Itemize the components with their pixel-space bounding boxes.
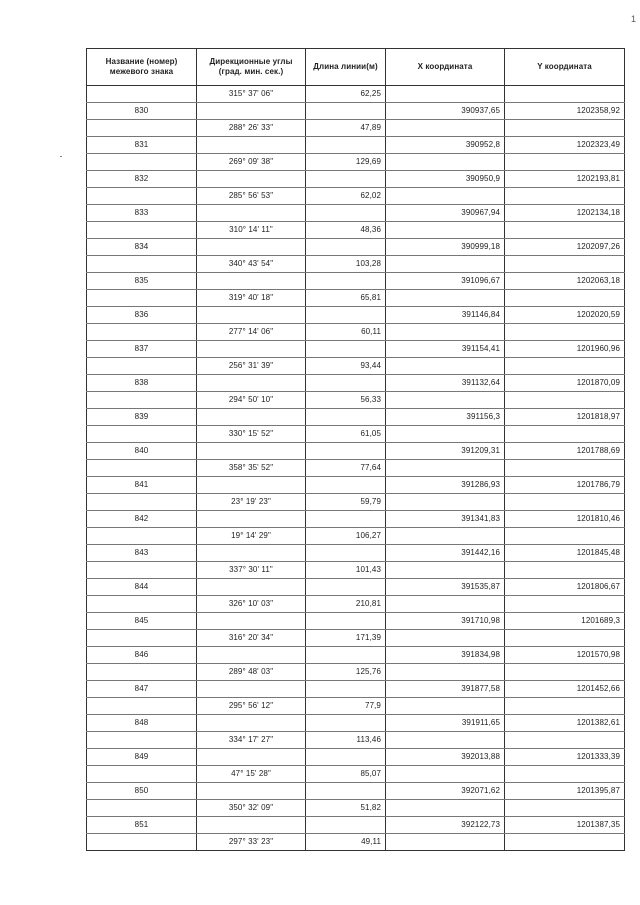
empty-cell <box>306 375 386 392</box>
empty-cell <box>306 273 386 290</box>
empty-cell <box>386 188 505 205</box>
bearing-cell: 358° 35' 52" <box>197 460 306 477</box>
header-y: Y координата <box>505 49 625 86</box>
point-name-cell: 849 <box>87 749 197 766</box>
x-coordinate-cell: 390950,9 <box>386 171 505 188</box>
empty-cell <box>386 562 505 579</box>
y-coordinate-cell: 1201870,09 <box>505 375 625 392</box>
y-coordinate-cell: 1201395,87 <box>505 783 625 800</box>
empty-cell <box>306 749 386 766</box>
x-coordinate-cell: 391442,16 <box>386 545 505 562</box>
x-coordinate-cell: 390952,8 <box>386 137 505 154</box>
coordinates-table <box>86 48 625 851</box>
header-row <box>87 49 625 86</box>
length-cell: 77,9 <box>306 698 386 715</box>
point-name-cell: 844 <box>87 579 197 596</box>
point-name-cell: 831 <box>87 137 197 154</box>
segment-row <box>87 290 625 307</box>
empty-cell <box>306 477 386 494</box>
x-coordinate-cell: 392013,88 <box>386 749 505 766</box>
point-name-cell: 846 <box>87 647 197 664</box>
empty-cell <box>87 86 197 103</box>
empty-cell <box>386 698 505 715</box>
y-coordinate-cell: 1201818,97 <box>505 409 625 426</box>
y-coordinate-cell: 1201845,48 <box>505 545 625 562</box>
empty-cell <box>386 664 505 681</box>
empty-cell <box>87 290 197 307</box>
y-coordinate-cell: 1201960,96 <box>505 341 625 358</box>
bearing-cell: 337° 30' 11" <box>197 562 306 579</box>
point-name-cell: 836 <box>87 307 197 324</box>
point-row <box>87 715 625 732</box>
empty-cell <box>505 358 625 375</box>
bearing-cell: 23° 19' 23" <box>197 494 306 511</box>
empty-cell <box>87 732 197 749</box>
empty-cell <box>386 766 505 783</box>
empty-cell <box>197 681 306 698</box>
bearing-cell: 340° 43' 54" <box>197 256 306 273</box>
empty-cell <box>505 800 625 817</box>
empty-cell <box>197 307 306 324</box>
empty-cell <box>197 409 306 426</box>
point-name-cell: 848 <box>87 715 197 732</box>
x-coordinate-cell: 391911,65 <box>386 715 505 732</box>
empty-cell <box>306 103 386 120</box>
segment-row <box>87 630 625 647</box>
y-coordinate-cell: 1202097,26 <box>505 239 625 256</box>
x-coordinate-cell: 391154,41 <box>386 341 505 358</box>
empty-cell <box>87 834 197 851</box>
empty-cell <box>87 562 197 579</box>
segment-row <box>87 460 625 477</box>
y-coordinate-cell: 1201570,98 <box>505 647 625 664</box>
point-name-cell: 847 <box>87 681 197 698</box>
point-row <box>87 409 625 426</box>
bearing-cell: 295° 56' 12" <box>197 698 306 715</box>
y-coordinate-cell: 1201333,39 <box>505 749 625 766</box>
length-cell: 93,44 <box>306 358 386 375</box>
empty-cell <box>386 494 505 511</box>
empty-cell <box>306 647 386 664</box>
bearing-cell: 256° 31' 39" <box>197 358 306 375</box>
empty-cell <box>386 596 505 613</box>
empty-cell <box>505 528 625 545</box>
empty-cell <box>197 443 306 460</box>
empty-cell <box>386 86 505 103</box>
segment-row <box>87 664 625 681</box>
bearing-cell: 319° 40' 18" <box>197 290 306 307</box>
y-coordinate-cell: 1201786,79 <box>505 477 625 494</box>
point-row <box>87 613 625 630</box>
empty-cell <box>386 256 505 273</box>
point-name-cell: 838 <box>87 375 197 392</box>
empty-cell <box>505 494 625 511</box>
point-name-cell: 845 <box>87 613 197 630</box>
empty-cell <box>386 222 505 239</box>
length-cell: 47,89 <box>306 120 386 137</box>
point-name-cell: 834 <box>87 239 197 256</box>
x-coordinate-cell: 390967,94 <box>386 205 505 222</box>
length-cell: 49,11 <box>306 834 386 851</box>
segment-row <box>87 698 625 715</box>
length-cell: 129,69 <box>306 154 386 171</box>
empty-cell <box>197 715 306 732</box>
empty-cell <box>505 766 625 783</box>
point-row <box>87 545 625 562</box>
empty-cell <box>386 392 505 409</box>
point-name-cell: 830 <box>87 103 197 120</box>
point-row <box>87 103 625 120</box>
point-row <box>87 443 625 460</box>
empty-cell <box>87 630 197 647</box>
point-name-cell: 833 <box>87 205 197 222</box>
empty-cell <box>505 324 625 341</box>
empty-cell <box>197 477 306 494</box>
y-coordinate-cell: 1201387,35 <box>505 817 625 834</box>
empty-cell <box>87 324 197 341</box>
empty-cell <box>197 647 306 664</box>
empty-cell <box>306 409 386 426</box>
empty-cell <box>505 630 625 647</box>
empty-cell <box>505 698 625 715</box>
bearing-cell: 285° 56' 53" <box>197 188 306 205</box>
empty-cell <box>87 460 197 477</box>
empty-cell <box>197 341 306 358</box>
point-name-cell: 835 <box>87 273 197 290</box>
x-coordinate-cell: 390999,18 <box>386 239 505 256</box>
empty-cell <box>197 137 306 154</box>
point-name-cell: 840 <box>87 443 197 460</box>
empty-cell <box>306 783 386 800</box>
length-cell: 56,33 <box>306 392 386 409</box>
empty-cell <box>306 443 386 460</box>
empty-cell <box>386 732 505 749</box>
x-coordinate-cell: 391710,98 <box>386 613 505 630</box>
y-coordinate-cell: 1201788,69 <box>505 443 625 460</box>
segment-row <box>87 528 625 545</box>
point-row <box>87 681 625 698</box>
empty-cell <box>306 613 386 630</box>
segment-row <box>87 154 625 171</box>
empty-cell <box>197 103 306 120</box>
empty-cell <box>197 171 306 188</box>
empty-cell <box>505 222 625 239</box>
length-cell: 51,82 <box>306 800 386 817</box>
empty-cell <box>87 596 197 613</box>
y-coordinate-cell: 1201452,66 <box>505 681 625 698</box>
empty-cell <box>197 613 306 630</box>
empty-cell <box>306 205 386 222</box>
point-name-cell: 837 <box>87 341 197 358</box>
empty-cell <box>306 341 386 358</box>
length-cell: 171,39 <box>306 630 386 647</box>
segment-row <box>87 222 625 239</box>
empty-cell <box>87 358 197 375</box>
empty-cell <box>87 222 197 239</box>
empty-cell <box>505 86 625 103</box>
empty-cell <box>386 120 505 137</box>
segment-row <box>87 324 625 341</box>
point-row <box>87 511 625 528</box>
point-row <box>87 375 625 392</box>
length-cell: 106,27 <box>306 528 386 545</box>
empty-cell <box>87 766 197 783</box>
empty-cell <box>87 698 197 715</box>
y-coordinate-cell: 1202323,49 <box>505 137 625 154</box>
x-coordinate-cell: 391132,64 <box>386 375 505 392</box>
empty-cell <box>505 596 625 613</box>
header-bearing: Дирекционные углы (град. мин. сек.) <box>197 49 306 86</box>
empty-cell <box>386 528 505 545</box>
header-point-name: Название (номер) межевого знака <box>87 49 197 86</box>
segment-row <box>87 596 625 613</box>
point-name-cell: 850 <box>87 783 197 800</box>
empty-cell <box>87 528 197 545</box>
empty-cell <box>505 188 625 205</box>
empty-cell <box>197 579 306 596</box>
segment-row <box>87 800 625 817</box>
empty-cell <box>306 545 386 562</box>
bearing-cell: 19° 14' 29" <box>197 528 306 545</box>
x-coordinate-cell: 390937,65 <box>386 103 505 120</box>
length-cell: 60,11 <box>306 324 386 341</box>
empty-cell <box>505 120 625 137</box>
empty-cell <box>197 239 306 256</box>
point-row <box>87 137 625 154</box>
x-coordinate-cell: 391209,31 <box>386 443 505 460</box>
y-coordinate-cell: 1201806,67 <box>505 579 625 596</box>
point-row <box>87 341 625 358</box>
x-coordinate-cell: 391146,84 <box>386 307 505 324</box>
point-row <box>87 783 625 800</box>
empty-cell <box>197 205 306 222</box>
point-row <box>87 817 625 834</box>
segment-row <box>87 188 625 205</box>
empty-cell <box>386 460 505 477</box>
segment-row <box>87 86 625 103</box>
bearing-cell: 277° 14' 06" <box>197 324 306 341</box>
empty-cell <box>197 545 306 562</box>
bearing-cell: 334° 17' 27" <box>197 732 306 749</box>
page-number-mark: 1 <box>631 14 637 24</box>
bearing-cell: 316° 20' 34" <box>197 630 306 647</box>
y-coordinate-cell: 1202358,92 <box>505 103 625 120</box>
x-coordinate-cell: 392122,73 <box>386 817 505 834</box>
empty-cell <box>87 188 197 205</box>
empty-cell <box>87 154 197 171</box>
empty-cell <box>386 324 505 341</box>
empty-cell <box>306 579 386 596</box>
empty-cell <box>306 307 386 324</box>
y-coordinate-cell: 1201689,3 <box>505 613 625 630</box>
segment-row <box>87 392 625 409</box>
bearing-cell: 294° 50' 10" <box>197 392 306 409</box>
point-row <box>87 273 625 290</box>
y-coordinate-cell: 1202020,59 <box>505 307 625 324</box>
empty-cell <box>386 290 505 307</box>
empty-cell <box>306 511 386 528</box>
header-x: X координата <box>386 49 505 86</box>
length-cell: 101,43 <box>306 562 386 579</box>
y-coordinate-cell: 1201382,61 <box>505 715 625 732</box>
x-coordinate-cell: 392071,62 <box>386 783 505 800</box>
length-cell: 61,05 <box>306 426 386 443</box>
empty-cell <box>197 817 306 834</box>
segment-row <box>87 120 625 137</box>
empty-cell <box>505 256 625 273</box>
y-coordinate-cell: 1201810,46 <box>505 511 625 528</box>
empty-cell <box>505 562 625 579</box>
y-coordinate-cell: 1202134,18 <box>505 205 625 222</box>
bearing-cell: 310° 14' 11" <box>197 222 306 239</box>
empty-cell <box>87 392 197 409</box>
x-coordinate-cell: 391341,83 <box>386 511 505 528</box>
point-name-cell: 841 <box>87 477 197 494</box>
empty-cell <box>87 256 197 273</box>
empty-cell <box>505 834 625 851</box>
empty-cell <box>386 800 505 817</box>
bearing-cell: 315° 37' 06" <box>197 86 306 103</box>
point-row <box>87 307 625 324</box>
point-name-cell: 851 <box>87 817 197 834</box>
empty-cell <box>197 511 306 528</box>
empty-cell <box>505 664 625 681</box>
bearing-cell: 297° 33' 23" <box>197 834 306 851</box>
empty-cell <box>306 681 386 698</box>
x-coordinate-cell: 391834,98 <box>386 647 505 664</box>
empty-cell <box>505 392 625 409</box>
x-coordinate-cell: 391156,3 <box>386 409 505 426</box>
length-cell: 62,02 <box>306 188 386 205</box>
segment-row <box>87 732 625 749</box>
empty-cell <box>306 171 386 188</box>
bearing-cell: 269° 09' 38" <box>197 154 306 171</box>
point-row <box>87 239 625 256</box>
empty-cell <box>87 664 197 681</box>
empty-cell <box>386 154 505 171</box>
bearing-cell: 350° 32' 09" <box>197 800 306 817</box>
empty-cell <box>505 732 625 749</box>
segment-row <box>87 494 625 511</box>
empty-cell <box>306 817 386 834</box>
x-coordinate-cell: 391877,58 <box>386 681 505 698</box>
bearing-cell: 326° 10' 03" <box>197 596 306 613</box>
length-cell: 210,81 <box>306 596 386 613</box>
bearing-cell: 330° 15' 52" <box>197 426 306 443</box>
bearing-cell: 47° 15' 28" <box>197 766 306 783</box>
bearing-cell: 289° 48' 03" <box>197 664 306 681</box>
length-cell: 65,81 <box>306 290 386 307</box>
length-cell: 62,25 <box>306 86 386 103</box>
point-name-cell: 843 <box>87 545 197 562</box>
point-row <box>87 579 625 596</box>
segment-row <box>87 834 625 851</box>
empty-cell <box>386 426 505 443</box>
empty-cell <box>197 273 306 290</box>
empty-cell <box>197 749 306 766</box>
y-coordinate-cell: 1202193,81 <box>505 171 625 188</box>
point-name-cell: 842 <box>87 511 197 528</box>
empty-cell <box>505 426 625 443</box>
length-cell: 113,46 <box>306 732 386 749</box>
segment-row <box>87 426 625 443</box>
empty-cell <box>197 375 306 392</box>
length-cell: 103,28 <box>306 256 386 273</box>
header-length: Длина линии(м) <box>306 49 386 86</box>
scan-speck <box>60 156 62 157</box>
segment-row <box>87 766 625 783</box>
y-coordinate-cell: 1202063,18 <box>505 273 625 290</box>
point-name-cell: 832 <box>87 171 197 188</box>
point-row <box>87 477 625 494</box>
empty-cell <box>505 290 625 307</box>
empty-cell <box>386 834 505 851</box>
empty-cell <box>87 120 197 137</box>
bearing-cell: 288° 26' 33" <box>197 120 306 137</box>
point-row <box>87 749 625 766</box>
length-cell: 77,64 <box>306 460 386 477</box>
empty-cell <box>87 494 197 511</box>
segment-row <box>87 562 625 579</box>
point-row <box>87 171 625 188</box>
segment-row <box>87 256 625 273</box>
x-coordinate-cell: 391096,67 <box>386 273 505 290</box>
empty-cell <box>306 239 386 256</box>
empty-cell <box>306 137 386 154</box>
empty-cell <box>386 358 505 375</box>
length-cell: 125,76 <box>306 664 386 681</box>
length-cell: 85,07 <box>306 766 386 783</box>
point-row <box>87 205 625 222</box>
empty-cell <box>386 630 505 647</box>
point-name-cell: 839 <box>87 409 197 426</box>
empty-cell <box>505 460 625 477</box>
empty-cell <box>306 715 386 732</box>
empty-cell <box>505 154 625 171</box>
x-coordinate-cell: 391286,93 <box>386 477 505 494</box>
point-row <box>87 647 625 664</box>
segment-row <box>87 358 625 375</box>
empty-cell <box>87 800 197 817</box>
length-cell: 59,79 <box>306 494 386 511</box>
length-cell: 48,36 <box>306 222 386 239</box>
empty-cell <box>87 426 197 443</box>
x-coordinate-cell: 391535,87 <box>386 579 505 596</box>
empty-cell <box>197 783 306 800</box>
